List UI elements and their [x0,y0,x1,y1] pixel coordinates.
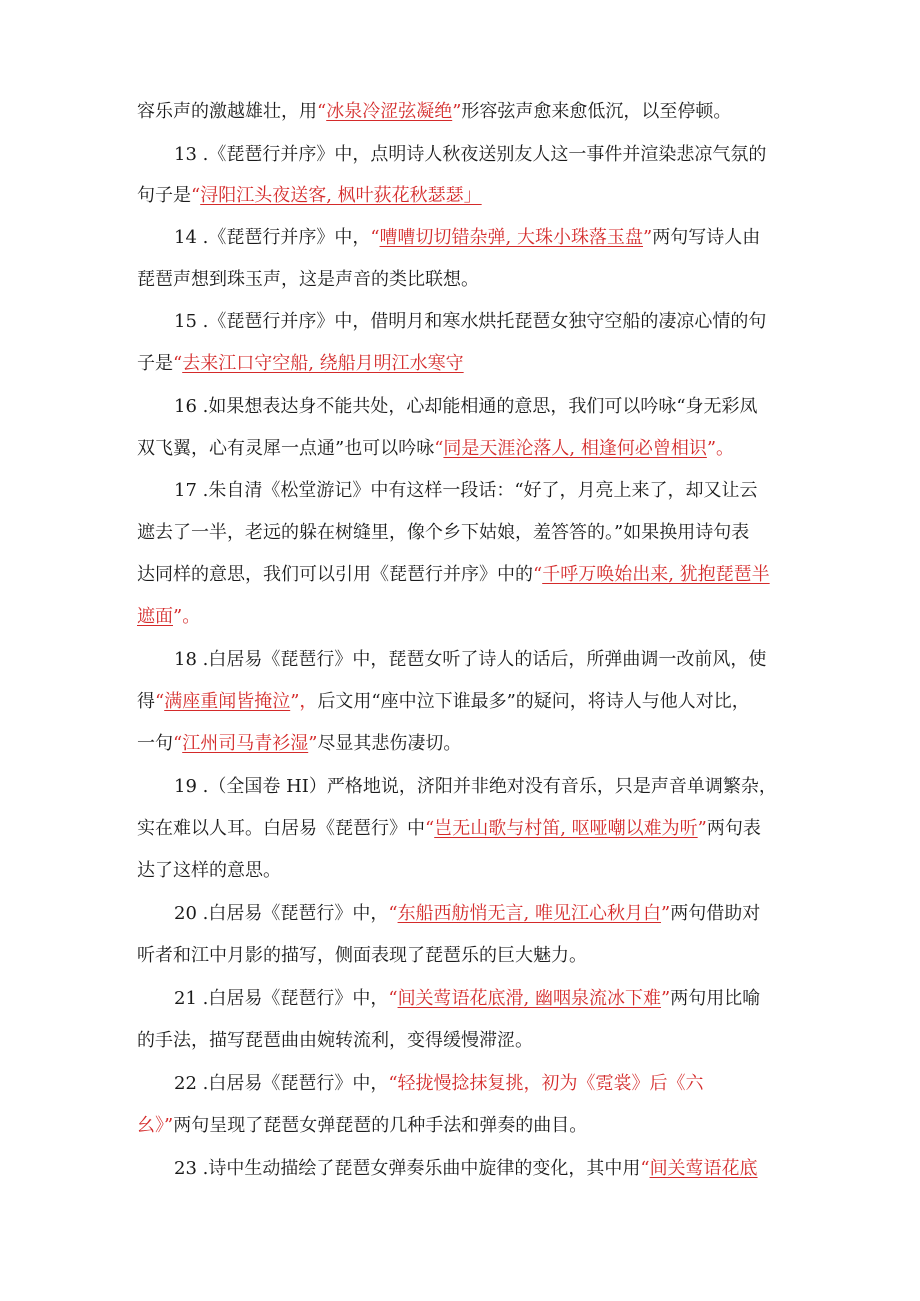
quote-mark: “ [370,227,380,248]
text-line [137,604,200,630]
quote-mark: “ [434,438,444,459]
body-text: 形容弦声愈来愈低沉，以至停顿。 [461,101,732,122]
answer-text: 去来江口守空船, 绕船月明江水寒守 [182,353,464,374]
text-line [137,689,750,715]
body-text: 18 .白居易《琵琶行》中，琵琶女听了诗人的话后，所弹曲调一改前风，使 [174,649,767,670]
body-text: 琵琶声想到珠玉声，这是声音的类比联想。 [137,269,479,290]
quote-mark: “ [388,988,398,1009]
body-text: 两句借助对 [670,903,761,924]
quote-mark: “ [191,185,201,206]
text-line [137,1028,533,1054]
text-line [174,986,760,1012]
answer-text: 岂无山歌与村笛, 呕哑嘲以难为听 [434,818,698,839]
quote-mark: ”。 [706,438,735,459]
quote-mark: ”， [290,691,318,712]
body-text: 一句 [137,733,173,754]
text-line [174,901,760,927]
body-text: 尽显其悲伤凄切。 [317,733,462,754]
body-text: 16 .如果想表达身不能共处，心却能相通的意思，我们可以吟咏“身无彩凤 [174,396,758,417]
text-line [174,309,766,335]
text-line [174,1071,704,1097]
body-text: 的手法，描写琵琶曲由婉转流利，变得缓慢滞涩。 [137,1030,533,1051]
answer-text: 间关莺语花底滑, 幽咽泉流冰下难 [397,988,662,1009]
text-line [137,943,587,969]
text-line [137,731,461,757]
body-text: 达同样的意思，我们可以引用《琵琶行并序》中的 [137,564,533,585]
answer-text: 东船西舫悄无言, 唯见江心秋月白 [397,903,662,924]
answer-text: 嘈嘈切切错杂弹, 大珠小珠落玉盘 [379,227,644,248]
quote-mark: “ [425,818,435,839]
text-line [174,225,760,251]
answer-text: 满座重闻皆掩泣 [164,691,291,712]
text-line [137,436,734,462]
body-text: 22 .白居易《琵琶行》中， [174,1073,389,1094]
body-text: 听者和江中月影的描写，侧面表现了琵琶乐的巨大魅力。 [137,945,587,966]
body-text: 19 .（全国卷 HI）严格地说，济阳并非绝对没有音乐，只是声音单调繁杂， [174,776,777,797]
body-text: 两句写诗人由 [652,227,761,248]
answer-text: 冰泉冷涩弦凝绝 [326,101,453,122]
body-text: 17 .朱自清《松堂游记》中有这样一段话：“好了，月亮上来了，却又让云 [174,480,758,501]
quote-mark: “ [388,903,398,924]
body-text: 23 .诗中生动描绘了琵琶女弹奏乐曲中旋律的变化，其中用 [174,1158,641,1179]
quote-mark: “ [533,564,543,585]
body-text: 15 .《琵琶行并序》中，借明月和寒水烘托琵琶女独守空船的凄凉心情的句 [174,311,767,332]
answer-text: 千呼万唤始出来, 犹抱琵琶半 [542,564,770,585]
quote-mark: 幺》” [137,1115,174,1136]
body-text: 后文用“座中泣下谁最多”的疑问，将诗人与他人对比， [317,691,750,712]
text-line [174,142,766,168]
text-line [137,183,482,209]
body-text: 20 .白居易《琵琶行》中， [174,903,389,924]
text-line [137,99,731,125]
text-line [174,774,777,800]
text-line [174,1156,758,1182]
quote-mark: “ [173,353,183,374]
text-line [137,267,479,293]
body-text: 实在难以人耳。白居易《琵琶行》中 [137,818,425,839]
body-text: 14 .《琵琶行并序》中， [174,227,371,248]
answer-text: 浔阳江头夜送客, 枫叶荻花秋瑟瑟」 [200,185,482,206]
quote-mark: “ [173,733,183,754]
quote-mark: ”。 [173,606,201,627]
body-text: 得 [137,691,155,712]
body-text: 容乐声的激越雄壮，用 [137,101,317,122]
quote-mark: “轻拢慢捻抹复挑，初为《霓裳》后《六 [388,1073,704,1094]
text-line [137,520,749,546]
quote-mark: ” [697,818,707,839]
body-text: 两句表 [706,818,761,839]
quote-mark: ” [661,988,671,1009]
body-text: 21 .白居易《琵琶行》中， [174,988,389,1009]
quote-mark: ” [661,903,671,924]
answer-text: 间关莺语花底 [649,1158,758,1179]
text-line [137,562,770,588]
body-text: 两句用比喻 [670,988,761,1009]
body-text: 句子是 [137,185,191,206]
quote-mark: “ [640,1158,650,1179]
text-line [137,858,281,884]
text-line [137,1113,587,1139]
answer-text: 同是天涯沦落人, 相逢何必曾相识 [443,438,707,459]
body-text: 达了这样的意思。 [137,860,281,881]
answer-text: 遮面 [137,606,173,627]
text-line [174,478,758,504]
body-text: 遮去了一半，老远的躲在树缝里，像个乡下姑娘，羞答答的。”如果换用诗句表 [137,522,750,543]
body-text: 两句呈现了琵琶女弹琵琶的几种手法和弹奏的曲目。 [173,1115,588,1136]
quote-mark: “ [155,691,165,712]
text-line [137,351,464,377]
answer-text: 江州司马青衫湿 [182,733,309,754]
quote-mark: “ [317,101,327,122]
body-text: 子是 [137,353,173,374]
quote-mark: ” [452,101,462,122]
text-line [174,394,758,420]
quote-mark: ” [643,227,653,248]
body-text: 双飞翼，心有灵犀一点通”也可以吟咏 [137,438,435,459]
text-line [174,647,766,673]
quote-mark: ” [308,733,318,754]
body-text: 13 .《琵琶行并序》中，点明诗人秋夜送别友人这一事件并渲染悲凉气氛的 [174,144,767,165]
text-line [137,816,761,842]
